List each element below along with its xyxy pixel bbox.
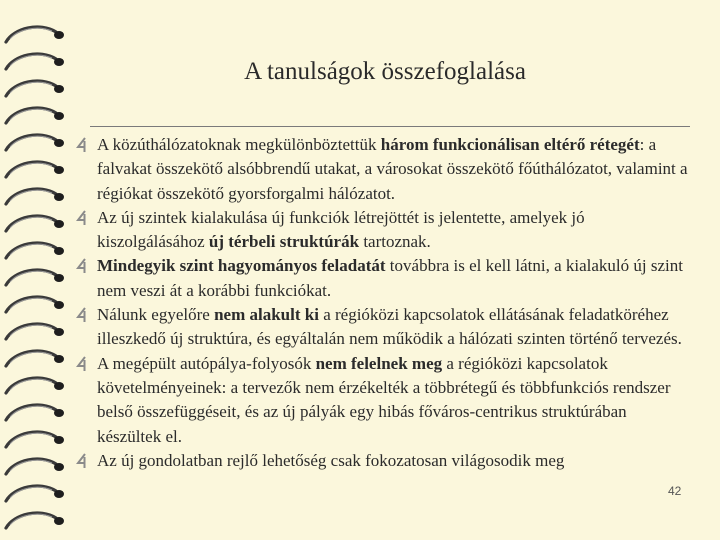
item-text: Nálunk egyelőre — [97, 305, 215, 325]
binder-ring — [6, 81, 64, 96]
slide-title: A tanulságok összefoglalása — [244, 58, 526, 85]
item-bold-text: Mindegyik szint hagyományos feladatát — [97, 256, 386, 276]
binder-ring — [6, 216, 64, 231]
binder-ring — [6, 270, 64, 285]
binder-ring — [6, 324, 64, 339]
list-item — [74, 254, 694, 303]
bullet-list — [74, 133, 694, 473]
four-bullet-icon — [76, 453, 90, 469]
binder-rings — [0, 0, 72, 540]
binder-ring — [6, 486, 64, 501]
item-text: tartoznak. — [359, 232, 431, 252]
list-item — [74, 303, 694, 352]
item-text: továbbra is el kell látni, a kialakuló új szint nem veszi át a korábbi funkciókat. — [97, 256, 683, 300]
item-text: Az új szintek kialakulása új funkciók létrejöttét is jelentette, amelyek jó kiszolgálásához — [97, 207, 585, 252]
binder-ring — [6, 189, 64, 204]
item-text: : a falvakat összekötő alsóbbrendű utakat, a városokat összekötő főúthálózatot, valamint a régiókat összekötő gyorsforgalmi hálózatot. — [97, 135, 688, 203]
item-text: a régióközi kapcsolatok ellátásának feladatköréhez illeszkedő új struktúra, és egyáltalán nem működik a hálózati szinten történő tervezés. — [97, 305, 682, 349]
binder-ring — [6, 405, 64, 420]
binder-ring — [6, 108, 64, 123]
item-bold-text: nem alakult ki — [214, 305, 319, 325]
item-text: A közúthálózatoknak megkülönböztettük — [97, 135, 381, 154]
list-item — [74, 133, 694, 206]
binder-ring — [6, 135, 64, 150]
binder-ring — [6, 378, 64, 393]
four-bullet-icon — [76, 307, 90, 323]
list-item — [74, 352, 694, 449]
four-bullet-icon — [76, 210, 90, 226]
list-item — [74, 449, 694, 473]
binder-ring — [6, 513, 64, 528]
title-divider — [90, 126, 690, 127]
binder-ring — [6, 162, 64, 177]
binder-ring — [6, 459, 64, 474]
binder-ring — [6, 432, 64, 447]
item-bold-text: új térbeli struktúrák — [208, 232, 360, 252]
item-bold-text: nem felelnek meg — [315, 353, 443, 373]
four-bullet-icon — [76, 258, 90, 274]
page-number: 42 — [668, 484, 682, 498]
binder-ring — [6, 243, 64, 258]
binder-ring — [6, 27, 64, 42]
binder-ring — [6, 297, 64, 312]
item-text: A megépült autópálya-folyosók — [97, 353, 316, 373]
four-bullet-icon — [76, 137, 90, 153]
binder-ring — [6, 351, 64, 366]
four-bullet-icon — [76, 356, 90, 372]
item-text: a régióközi kapcsolatok követelményeinek: a tervezők nem érzékelték a többrétegű és többfunkciós rendszer belső összefüggéseit, és az új pályák egy hibás főváros-centrikus struktúrában készültek el. — [97, 353, 671, 446]
binder-ring — [6, 54, 64, 69]
item-bold-text: három funkcionálisan eltérő rétegét — [380, 135, 640, 154]
list-item — [74, 206, 694, 255]
item-text: Az új gondolatban rejlő lehetőség csak fokozatosan világosodik meg — [97, 450, 565, 470]
